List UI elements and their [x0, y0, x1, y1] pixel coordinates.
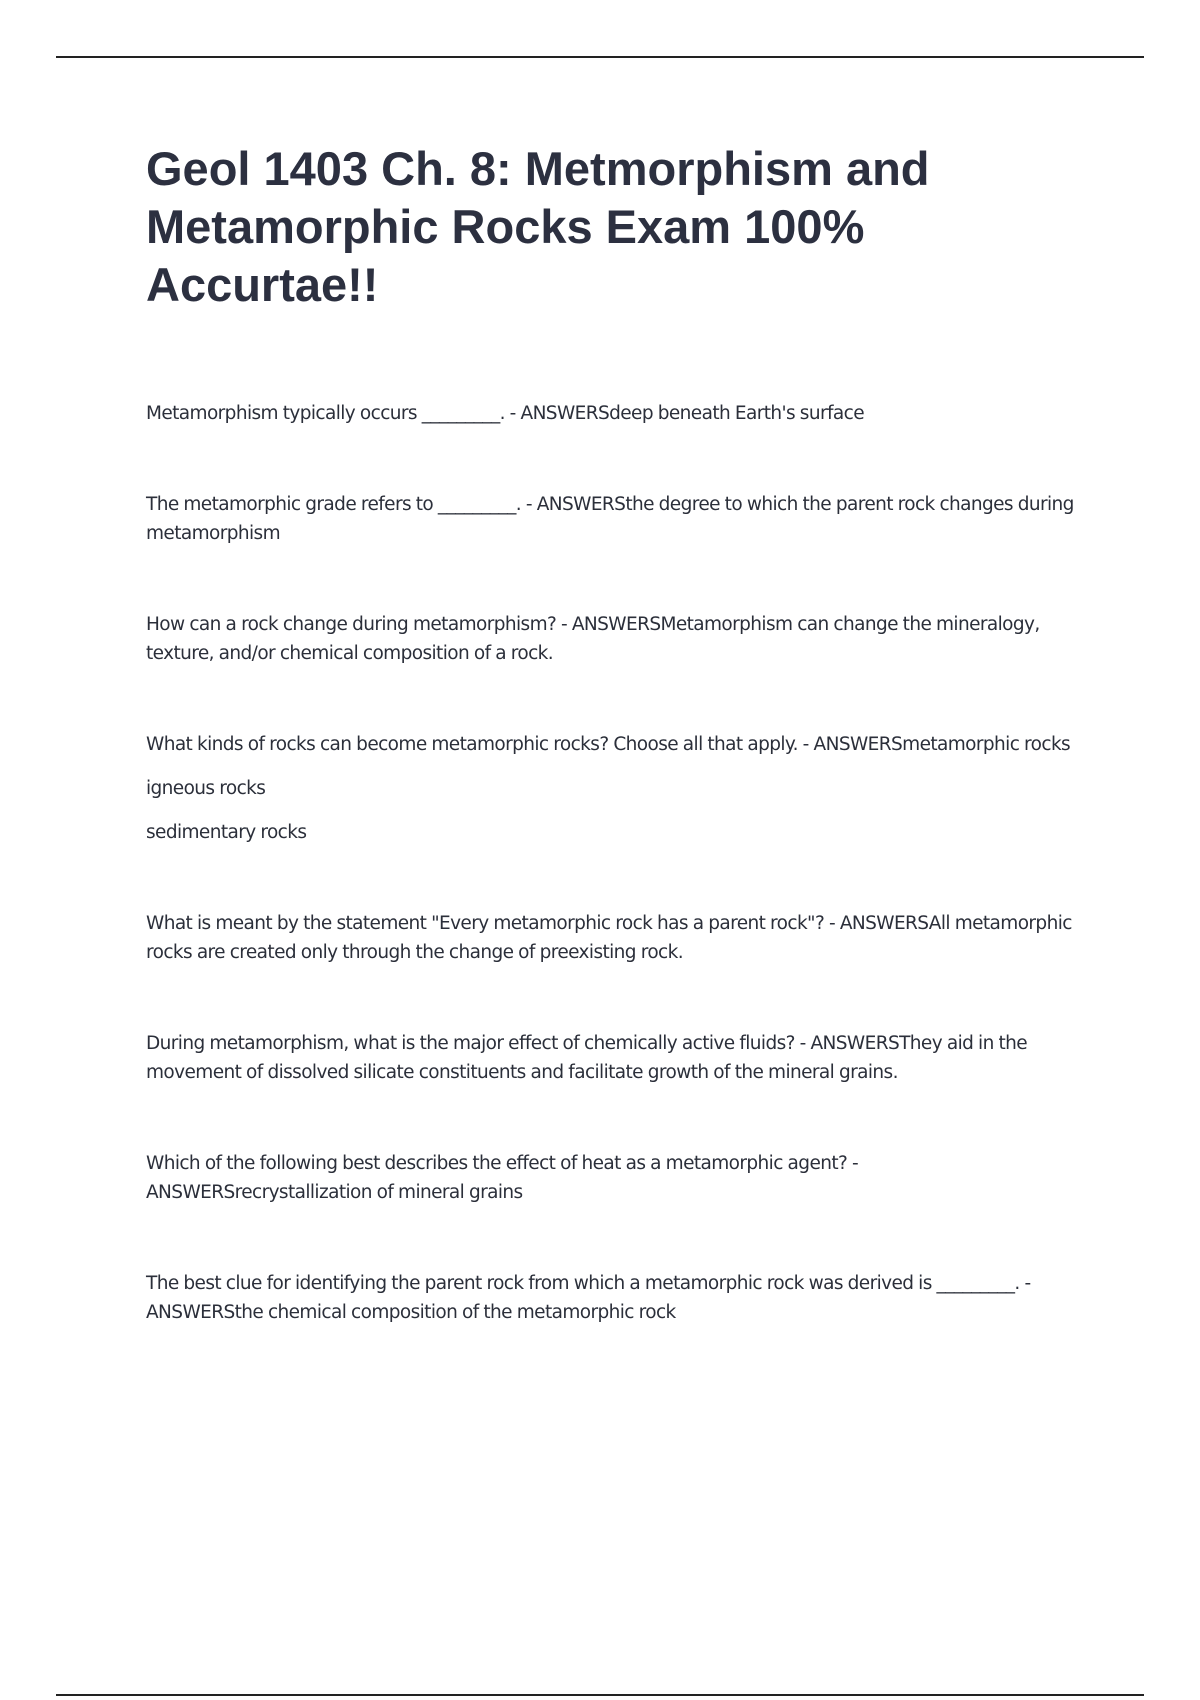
qa-item: [146, 730, 1081, 847]
qa-answer-extra: igneous rocks: [146, 778, 266, 799]
qa-text: What kinds of rocks can become metamorphic rocks? Choose all that apply. - ANSWERSmetamorphic rocks: [146, 734, 1071, 755]
qa-item: [146, 490, 1081, 548]
bottom-divider: [56, 1694, 1144, 1696]
qa-text: Which of the following best describes the effect of heat as a metamorphic agent? - ANSWERSrecrystallization of mineral grains: [146, 1153, 859, 1203]
qa-answer-extra: sedimentary rocks: [146, 822, 307, 843]
qa-item: [146, 909, 1081, 967]
qa-text: The metamorphic grade refers to _________. - ANSWERSthe degree to which the parent rock changes during metamorphism: [146, 494, 1074, 544]
qa-text: How can a rock change during metamorphism? - ANSWERSMetamorphism can change the mineralogy, texture, and/or chemical composition of a rock.: [146, 614, 1040, 664]
qa-item: [146, 399, 1081, 428]
qa-item: [146, 1269, 1081, 1327]
qa-text: The best clue for identifying the parent rock from which a metamorphic rock was derived is _________. - ANSWERSthe chemical composition of the metamorphic rock: [146, 1273, 1031, 1323]
qa-text: Metamorphism typically occurs _________. - ANSWERSdeep beneath Earth's surface: [146, 403, 864, 424]
document-body: [146, 140, 1081, 1327]
top-divider: [56, 56, 1144, 58]
qa-text: During metamorphism, what is the major effect of chemically active fluids? - ANSWERSThey aid in the movement of dissolved silicate constituents and facilitate growth of the mineral grains.: [146, 1033, 1028, 1083]
qa-item: [146, 610, 1081, 668]
qa-item: [146, 1029, 1081, 1087]
qa-text: What is meant by the statement "Every metamorphic rock has a parent rock"? - ANSWERSAll metamorphic rocks are created only through the change of preexisting rock.: [146, 913, 1072, 963]
document-title: Geol 1403 Ch. 8: Metmorphism and Metamorphic Rocks Exam 100% Accurtae!!: [146, 142, 930, 311]
qa-list: [146, 399, 1081, 1327]
qa-item: [146, 1149, 1081, 1207]
